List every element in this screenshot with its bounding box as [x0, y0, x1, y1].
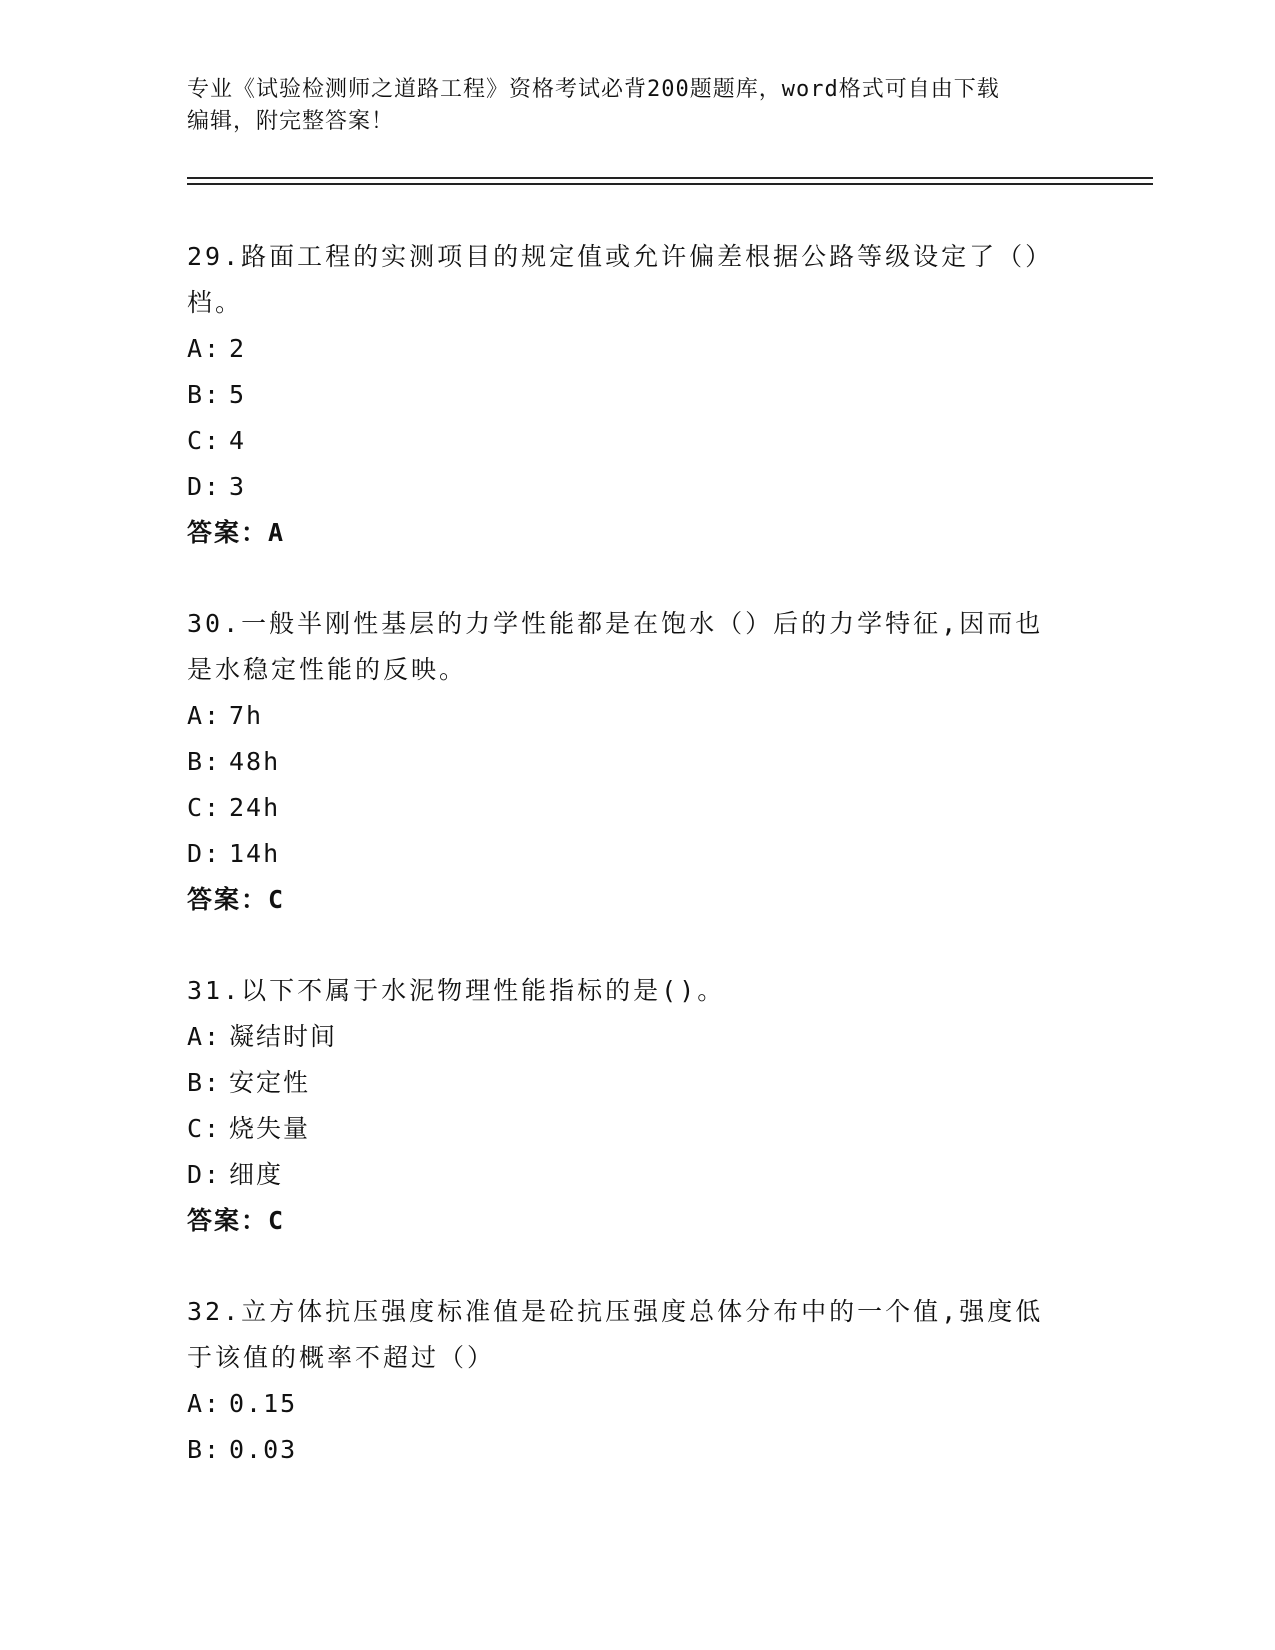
option-key: D:: [187, 1160, 222, 1189]
option-key: B:: [187, 1068, 222, 1097]
option-key: B:: [187, 747, 222, 776]
option-b: [187, 1427, 1087, 1473]
option-b: [187, 1060, 1087, 1106]
option-d: [187, 464, 1087, 510]
option-key: A:: [187, 334, 222, 363]
option-value: 14h: [229, 839, 281, 868]
option-d: [187, 1152, 1087, 1198]
header-rule-top: [187, 177, 1153, 179]
option-a: [187, 326, 1087, 372]
option-value: 3: [229, 472, 247, 501]
option-value: 4: [229, 426, 247, 455]
option-b: [187, 372, 1087, 418]
option-key: D:: [187, 472, 222, 501]
option-a: [187, 1381, 1087, 1427]
option-b: [187, 739, 1087, 785]
option-c: [187, 1106, 1087, 1152]
option-value: 细度: [229, 1160, 284, 1189]
option-a: [187, 1014, 1087, 1060]
option-key: B:: [187, 380, 222, 409]
option-key: C:: [187, 1114, 222, 1143]
option-key: C:: [187, 793, 222, 822]
option-value: 2: [229, 334, 247, 363]
option-c: [187, 418, 1087, 464]
option-value: 48h: [229, 747, 281, 776]
option-key: A:: [187, 1022, 222, 1051]
question-text: 31.以下不属于水泥物理性能指标的是()。: [187, 976, 726, 1005]
option-value: 7h: [229, 701, 264, 730]
option-value: 0.03: [229, 1435, 298, 1464]
option-value: 安定性: [229, 1068, 311, 1097]
question-text: 29.路面工程的实测项目的规定值或允许偏差根据公路等级设定了（）档。: [187, 242, 1054, 317]
question-30: [187, 601, 1087, 923]
answer-text: 答案：C: [187, 885, 286, 914]
question-32: [187, 1289, 1087, 1473]
question-text: 30.一般半刚性基层的力学性能都是在饱水（）后的力学特征,因而也是水稳定性能的反映。: [187, 609, 1044, 684]
header-line-2: 编辑，附完整答案！: [187, 109, 395, 134]
option-value: 24h: [229, 793, 281, 822]
answer-text: 答案：A: [187, 518, 286, 547]
option-value: 0.15: [229, 1389, 298, 1418]
option-key: C:: [187, 426, 222, 455]
option-a: [187, 693, 1087, 739]
document-header: [187, 74, 1057, 138]
question-29: [187, 234, 1087, 556]
option-value: 凝结时间: [229, 1022, 338, 1051]
option-key: A:: [187, 1389, 222, 1418]
option-d: [187, 831, 1087, 877]
option-key: A:: [187, 701, 222, 730]
question-text: 32.立方体抗压强度标准值是砼抗压强度总体分布中的一个值,强度低于该值的概率不超过（）: [187, 1297, 1044, 1372]
answer-text: 答案：C: [187, 1206, 286, 1235]
option-value: 5: [229, 380, 247, 409]
header-line-1: 专业《试验检测师之道路工程》资格考试必背200题题库，word格式可自由下载: [187, 77, 1000, 102]
option-key: D:: [187, 839, 222, 868]
question-list: [187, 234, 1087, 1518]
header-rule-bottom: [187, 183, 1153, 185]
option-value: 烧失量: [229, 1114, 311, 1143]
option-c: [187, 785, 1087, 831]
option-key: B:: [187, 1435, 222, 1464]
question-31: [187, 968, 1087, 1244]
